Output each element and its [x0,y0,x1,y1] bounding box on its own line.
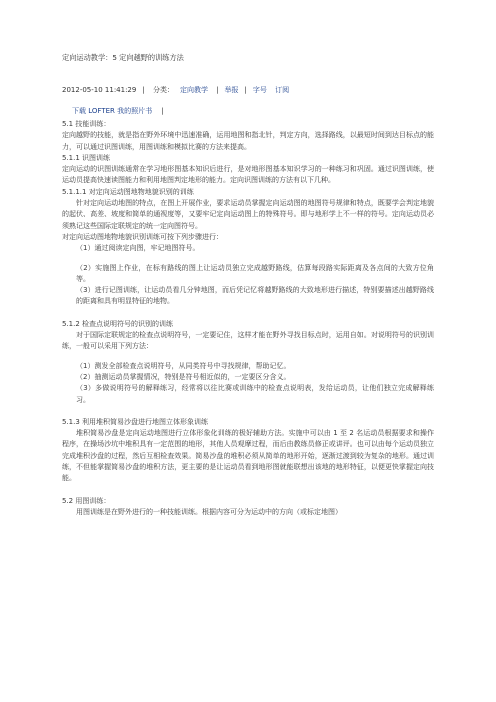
post-datetime: 2012-05-10 11:41:29 [62,86,137,94]
paragraph: 用图训练是在野外进行的一种技能训练。根据内容可分为运动中的方向（或标定地图） [76,507,342,516]
article-title: 定向运动教学：5 定向越野的训练方法 [62,53,184,62]
list-item: （3）多做说明符号的解释练习，经常将以往比赛或训练中的检查点说明表，发给运动员，让他们独立完成解释练习。 [76,384,434,404]
report-link[interactable]: 举报 [224,86,239,94]
paragraph: 对定向运动图地物地貌识别训练可按下列步骤进行： [62,232,223,241]
list-item: （3）进行记图训练，让运动员看几分钟地图，而后凭记忆将越野路线的大致地形进行描述，特别要描述出越野路线的距离和具有明显特征的地物。 [76,286,434,306]
article-meta [62,84,434,96]
photo-book-link[interactable]: 下载 LOFTER 我的照片书 [72,107,153,115]
list-item: （1）通过阅读定向图，牢记地图符号。 [76,244,200,253]
meta-divider: | [244,86,247,94]
subscribe-link[interactable]: 订阅 [275,86,290,94]
paragraph: 堆积简易沙盘是定向运动地图进行立体形象化训练的极好辅助方法。实施中可以由 1 至 2 名运动员根据要求和操作程序，在操场沙坑中堆积具有一定范围的地形，其他人员观摩过程，而后由教练员修正或讲评。也可以由每个运动员独立完成堆积沙盘的过程，然后互相检查效果。简易沙盘的堆积必须从简单的地形开始，逐渐过渡到较为复杂的地形。通过训练，不但能掌握简易沙盘的堆积方法，更主要的是让运动员看到地形图就能联想出该地的地形特征，以便更快掌握定向技能。 [62,429,434,483]
article-body [62,119,434,518]
meta-divider: | [216,86,219,94]
section-heading: 5.1.1.1 对定向运动图地物地貌识别的训练 [62,187,194,196]
list-item: （2）抽测运动员掌握情况，特别是符号相近似的，一定要区分含义。 [76,372,291,381]
category-label: 分类： [152,86,174,94]
section-heading: 5.2 用图训练： [62,496,111,505]
section-heading: 5.1.3 利用堆积简易沙盘进行地图立体形象训练 [62,417,209,426]
section-heading: 5.1.1 识图训练 [62,153,111,162]
paragraph: 定向运动的识图训练通常在学习地形图基本知识后进行，是对地形图基本知识学习的一种练习和巩固。通过识图训练，使运动员提高快速读图能力和利用地图判定地形的能力。定向识图训练的方法有以下几种。 [62,165,434,185]
list-item: （1）测发全部检查点说明符号，从同类符号中寻找规律，帮助记忆。 [76,361,291,370]
photo-book-promo [62,105,434,117]
paragraph: 定向越野的技能，就是指在野外环境中迅速准确，运用地图和指北针，判定方向，选择路线，以最短时间到达目标点的能力，可以通过识图训练，用图训练和模拟比赛的方法来提高。 [62,131,434,151]
category-link[interactable]: 定向教学 [179,86,208,94]
list-item: （2）实施图上作业，在标有路线的图上让运动员独立完成越野路线，估算每段路实际距离及各点间的大致方位角等。 [76,263,434,283]
paragraph: 对于国际定联规定的检查点说明符号，一定要记住，这样才能在野外寻找目标点时，运用自如。对说明符号的识别训练，一般可以采用下列方法： [62,331,434,351]
promo-divider: | [161,107,164,115]
article [62,44,434,518]
section-heading: 5.1 技能训练： [62,120,111,128]
paragraph: 针对定向运动地图的特点，在图上开展作业，要求运动员掌握定向运动图的地图符号规律和特点，既要学会判定地貌的起伏、高差、坡度和简单的通视度等，又要牢记定向运动图上的特殊符号。即与地形学上不一样的符号。定向运动员必须熟记这些国际定联规定的统一定向图符号。 [62,199,434,230]
font-size-link[interactable]: 字号 [252,86,267,94]
section-heading: 5.1.2 检查点说明符号的识别的训练 [62,319,174,328]
meta-divider: | [142,86,145,94]
